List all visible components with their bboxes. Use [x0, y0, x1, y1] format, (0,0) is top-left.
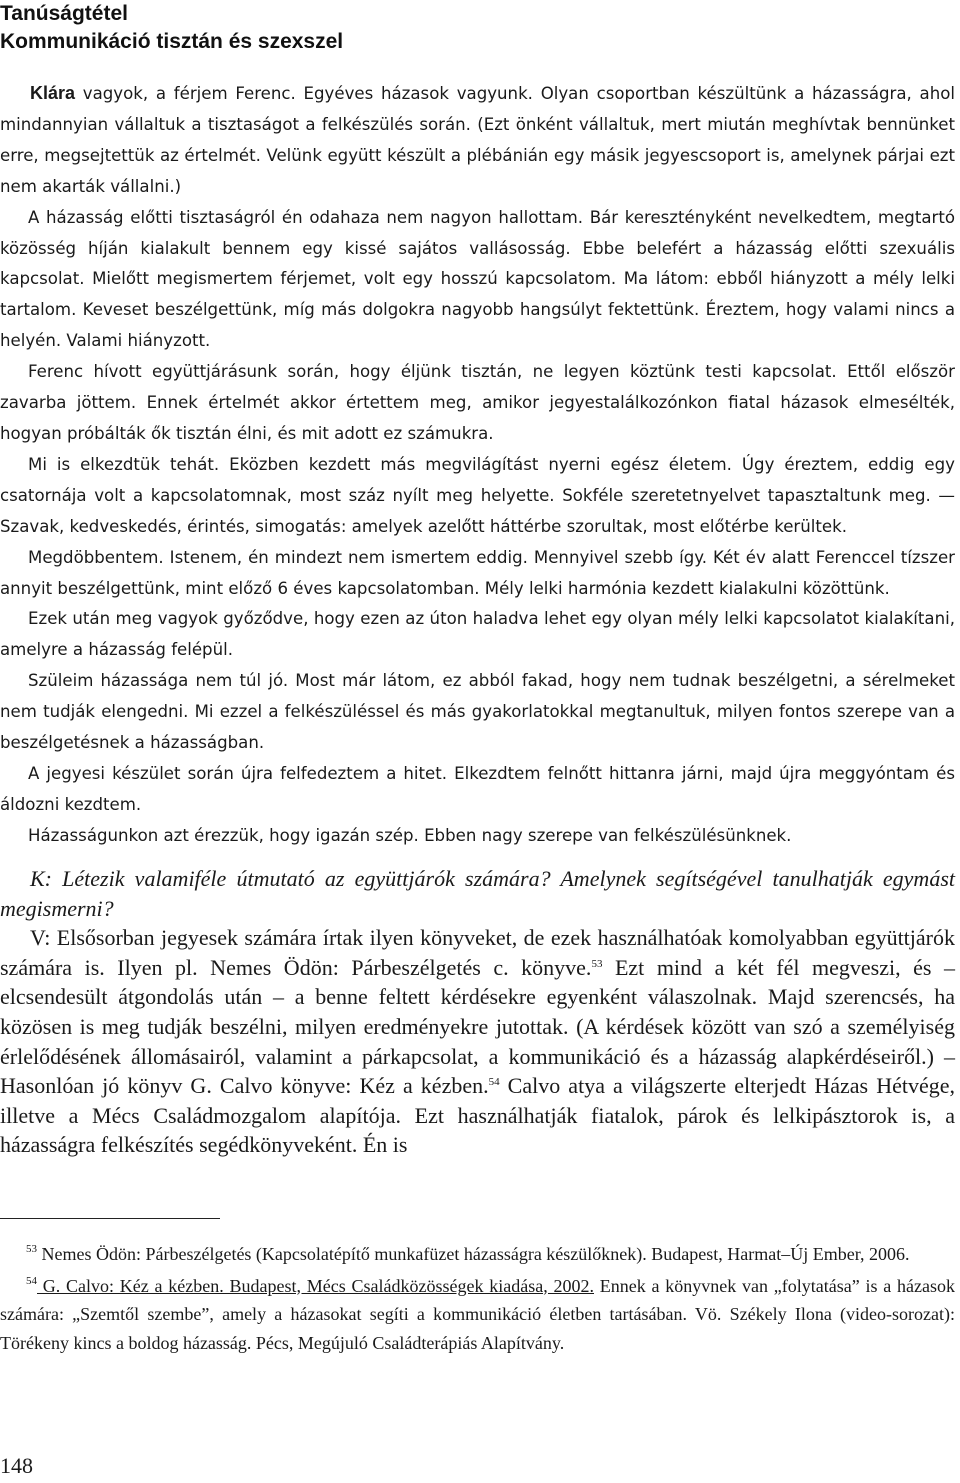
testimony-paragraph: Szüleim házassága nem túl jó. Most már látom, ez abból fakad, hogy nem tudnak beszélgetni, a sérelmeket nem tudják elengedni. Mi ezzel a felkészüléssel és más gyakorlatokkal megtanultuk, milyen fontos szerepe van a beszélgetésnek a házasságban.: [0, 671, 955, 753]
testimony-paragraph: Ezek után meg vagyok győződve, hogy ezen az úton haladva lehet egy olyan mély lelki kapcsolatot kialakítani, amelyre a házasság felépül.: [0, 609, 955, 660]
footnote-53: [0, 1240, 955, 1269]
testimony-paragraph: [0, 78, 955, 203]
footnote-number: 54: [26, 1274, 37, 1287]
testimony-paragraph: Házasságunkon azt érezzük, hogy igazán szép. Ebben nagy szerepe van felkészülésünknek.: [28, 825, 792, 845]
page-number: 148: [0, 1453, 33, 1478]
footnote-ref-53[interactable]: 53: [591, 957, 603, 970]
intro-text: vagyok, a férjem Ferenc. Egyéves házasok vagyunk. Olyan csoportban készültünk a házasságra, ahol mindannyian vállaltuk a tisztaságot a felkészülés során. (Ezt önként vállaltuk, mert miután meghívtak bennünket erre, megsejtettük az értelmét. Velünk együtt készült a plébánián egy másik jegyescsoport is, amelynek párjai ezt nem akarták vállalni.): [0, 84, 955, 196]
question-answer: [0, 864, 955, 1160]
heading-label: Tanúságtétel: [0, 2, 128, 25]
testimony-paragraph: A házasság előtti tisztaságról én odahaza nem nagyon hallottam. Bár keresztényként nevelkedtem, megtartó közösség híján kialakult bennem egy kissé sajátos vallásosság. Ebbe belefért a házasság előtti szexuális kapcsolat. Mielőtt megismertem férjemet, volt egy hosszú kapcsolatom. Ma látom: ebből hiányzott a mély lelki tartalom. Keveset beszélgettünk, míg más dolgokra nagyobb hangsúlyt fektettünk. Éreztem, hogy valami nincs a helyén. Valami hiányzott.: [0, 207, 955, 351]
testimony-paragraph: Ferenc hívott együttjárásunk során, hogy éljünk tisztán, ne legyen köztünk testi kapcsolat. Ettől először zavarba jöttem. Ennek értelmét akkor értettem meg, amikor jegyestalálkozónkon fiatal házasok elmesélték, hogyan próbálták ők tisztán élni, és mit adott ez számukra.: [0, 362, 955, 443]
answer-text: Ezt mind a két fél megveszi, és – elcsendesült átgondolás után – a benne feltett kérdésekre egyenként válaszolnak. Majd szerencsés, ha közösen is meg tudják beszélni, milyen eredményekre jutottak. (A kérdések között van szó a személyiség érlelődésének állomásairól, valamint a párkapcsolat, a kommunikáció és a házasság alapkérdéseiről.) – Hasonlóan jó könyv G. Calvo könyve: Kéz a kézben.: [0, 954, 955, 1099]
answer-text: Calvo atya a világszerte elterjedt Házas Hétvége, illetve a Mécs Családmozgalom alapítója. Ezt használhatják fiatalok, párok és lelkipásztorok is, a házasságra felkészítés segédkönyveként. Én is: [0, 1073, 955, 1158]
footnote-number: 53: [26, 1243, 37, 1255]
answer-paragraph: [0, 923, 955, 1160]
footnote-54: [0, 1272, 955, 1358]
speaker-name: Klára: [30, 83, 76, 103]
question-paragraph: K: Létezik valamiféle útmutató az együttjárók számára? Amelynek segítségével tanulhatják egymást megismerni?: [0, 866, 955, 921]
testimony-text: [0, 78, 955, 852]
answer-text: V: Elsősorban jegyesek számára írtak ilyen könyveket, de ezek használhatóak komolyabban együttjárók számára is. Ilyen pl. Nemes Ödön: Párbeszélgetés c. könyve.: [0, 925, 955, 980]
testimony-paragraph: Megdöbbentem. Istenem, én mindezt nem ismertem eddig. Mennyivel szebb így. Két év alatt Ferenccel tízszer annyit beszélgettünk, mint előző 6 éves kapcsolatomban. Mély lelki harmónia kezdett kialakulni közöttünk.: [0, 547, 955, 598]
footnotes: [0, 1240, 955, 1360]
heading-title: Kommunikáció tisztán és szexszel: [0, 30, 344, 53]
footnote-ref-54[interactable]: 54: [488, 1076, 500, 1089]
footnote-divider: [0, 1218, 220, 1219]
footnote-text: Nemes Ödön: Párbeszélgetés (Kapcsolatépítő munkafüzet házasságra készülőknek). Budapest, Harmat–Új Ember, 2006.: [37, 1244, 910, 1264]
section-heading: [0, 0, 343, 56]
testimony-paragraph: A jegyesi készület során újra felfedeztem a hitet. Elkezdtem felnőtt hittanra járni, majd újra meggyóntam és áldozni kezdtem.: [0, 763, 955, 814]
testimony-paragraph: Mi is elkezdtük tehát. Eközben kezdett más megvilágítást nyerni egész életem. Úgy éreztem, eddig egy csatornája volt a kapcsolatomnak, most száz nyílt meg helyette. Sokféle szeretetnyelvet tapasztaltunk meg. — Szavak, kedveskedés, érintés, simogatás: amelyek azelőtt háttérbe szorultak, most előtérbe kerültek.: [0, 454, 955, 536]
footnote-citation: G. Calvo: Kéz a kézben. Budapest, Mécs Családközösségek kiadása, 2002.: [37, 1275, 594, 1296]
footnote-text: Ennek a könyvnek van „folytatása” is a házasok számára: „Szemtől szembe”, amely a házasokat segíti a kommunikáció életben tartásában. Vö. Székely Ilona (video-sorozat): Törékeny kincs a boldog házasság. Pécs, Megújuló Családterápiás Alapítvány.: [0, 1275, 955, 1353]
